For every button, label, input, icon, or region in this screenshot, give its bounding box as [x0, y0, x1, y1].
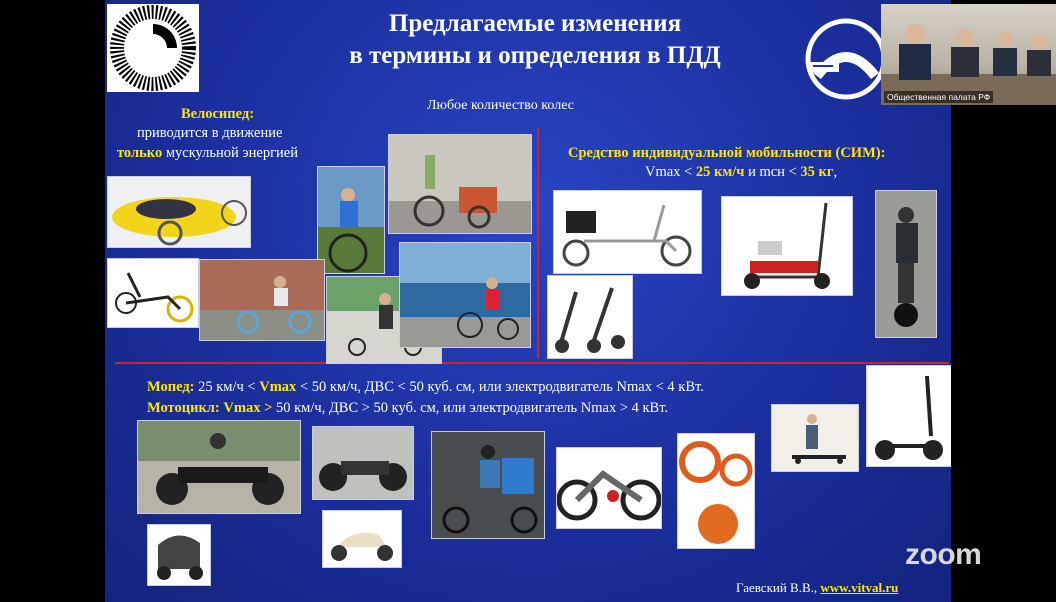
vmax-symbol: Vmax [223, 400, 261, 416]
motorcycle-limits: 50 км/ч, ДВС > 50 куб. см, или электродвигатель Nmax > 4 кВт. [275, 400, 669, 416]
vmax-symbol: Vmax [259, 379, 297, 395]
zoom-watermark: zoom [905, 538, 982, 571]
bicycle-heading: Велосипед: [181, 106, 255, 122]
cruiser-motorcycle-photo [137, 420, 301, 514]
adult-tricycle-photo [199, 259, 325, 341]
folding-scooter-photo [547, 275, 633, 359]
unicycle-photo [317, 166, 385, 274]
sim-speed-limit: 25 км/ч [695, 164, 745, 180]
vertical-divider [537, 128, 539, 358]
electric-trike-photo [553, 190, 702, 274]
bicycle-definition-line3 [117, 145, 298, 162]
author-name: Гаевский В.В., [736, 580, 821, 595]
offroad-e-scooter-photo [866, 365, 951, 467]
website-link[interactable]: www.vitval.ru [820, 580, 899, 595]
sim-limits [645, 164, 837, 181]
vintage-motorcycle-photo [312, 426, 414, 500]
horizontal-divider [115, 362, 949, 364]
and-word: и [744, 164, 760, 180]
sim-mass-limit: 35 кг [800, 164, 834, 180]
motorcycle-label: Мотоцикл: [147, 400, 220, 416]
lt-sign: < [680, 164, 696, 180]
electric-bike-photo [556, 447, 662, 529]
bicycle-definition-line2: приводится в движение [137, 125, 283, 141]
moped-definition [147, 379, 704, 396]
title-line-1: Предлагаемые изменения [388, 10, 682, 37]
spiral-logo [107, 4, 199, 92]
sim-heading: Средство индивидуальной мобильности (СИМ): [568, 145, 886, 161]
paddle-bike-photo [399, 242, 531, 348]
moped-label: Мопед: [147, 379, 195, 395]
any-wheels-label: Любое количество колес [427, 98, 574, 113]
delivery-ebike-photo [431, 431, 545, 539]
monowheel-vehicles-photo [677, 433, 755, 549]
velomobile-photo [107, 176, 251, 248]
slide-footer [736, 580, 898, 596]
lt-sign: < [784, 164, 801, 180]
recumbent-trike-photo [107, 258, 199, 328]
mass-symbol: mсн [759, 164, 785, 180]
vmax-symbol: Vmax [645, 164, 681, 180]
seated-e-scooter-photo [721, 196, 853, 296]
electric-skateboard-photo [771, 404, 859, 472]
comma: , [833, 164, 838, 180]
road-safety-logo [805, 18, 887, 100]
only-emphasis: только [117, 145, 163, 161]
muscle-energy-text: мускульной энергией [162, 145, 298, 161]
slide-title [255, 8, 815, 72]
participant-name-label: Общественная палата РФ [884, 91, 993, 103]
motorcycle-definition [147, 400, 668, 417]
moped-speed-min: 25 км/ч < [194, 379, 260, 395]
title-line-2: в термины и определения в ПДД [349, 42, 721, 69]
moped-limits: < 50 км/ч, ДВС < 50 куб. см, или электродвигатель Nmax < 4 кВт. [296, 379, 704, 395]
gt-sign: > [260, 400, 276, 416]
monowheel-rider-photo [875, 190, 937, 338]
enclosed-scooter-photo [147, 524, 211, 586]
presentation-slide [105, 0, 951, 602]
participant-video-thumbnail[interactable] [881, 4, 1056, 105]
retro-moped-photo [322, 510, 402, 568]
bike-trailer-photo [388, 134, 532, 234]
